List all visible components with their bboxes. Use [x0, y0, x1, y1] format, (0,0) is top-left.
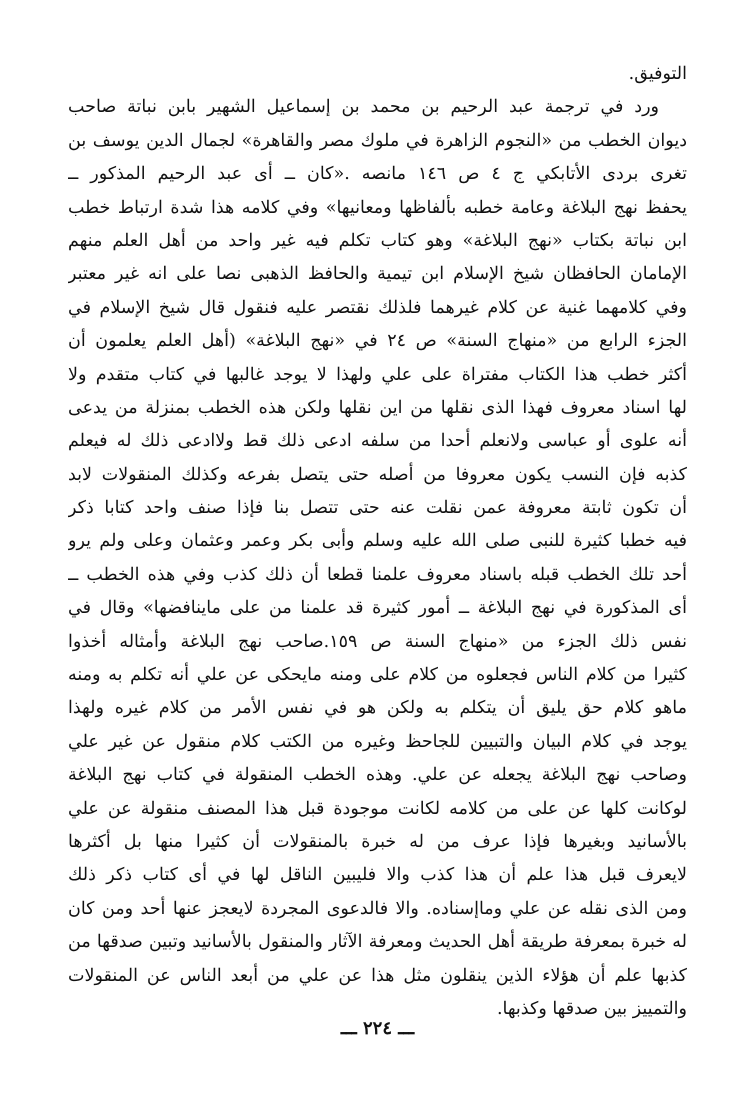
text-line: والتمييز بين صدقها وكذبها. — [496, 998, 687, 1019]
text-line: لوكانت كلها عن على من كلامه لكانت موجودة قبل هذا المصنف منقولة عن علي — [68, 798, 687, 819]
text-line: كذبه فإن النسب يكون معروفا من أصله حتى يتصل بفرعه وكذلك المنقولات لابد — [68, 464, 687, 485]
text-line: كذبها علم أن هؤلاء الذين ينقلون مثل هذا عن علي من أبعد الناس عن المنقولات — [68, 965, 687, 986]
text-line: وفي كلامهما غنية عن كلام غيرهما فلذلك نقتصر عليه فنقول قال شيخ الإسلام في — [68, 297, 687, 318]
text-line: يحفظ نهج البلاغة وعامة خطبه بألفاظها ومعانيها» وفي كلامه هذا شدة ارتباط خطب — [68, 197, 687, 218]
text-line: ومن الذى نقله عن علي وماإسناده. والا فالدعوى المجردة لايعجز عنها أحد ومن كان — [68, 898, 687, 919]
text-line: أى المذكورة في نهج البلاغة ــ أمور كثيرة قد علمنا من على ماينافضها» وقال في — [68, 598, 687, 619]
text-line: وصاحب نهج البلاغة يجعله عن علي. وهذه الخطب المنقولة في كتاب نهج البلاغة — [68, 765, 687, 786]
text-line: لها اسناد معروف فهذا الذى نقلها من اين نقلها ولكن هذه الخطب بمنزلة من يدعى — [68, 397, 687, 418]
text-line: أكثر خطب هذا الكتاب مفتراة على علي ولهذا لا يوجد غالبها في كتاب متقدم ولا — [68, 364, 687, 385]
text-line: أحد تلك الخطب قبله باسناد معروف علمنا قطعا أن ذلك كذب وفي هذه الخطب ــ — [68, 564, 687, 585]
text-line: ديوان الخطب من «النجوم الزاهرة في ملوك مصر والقاهرة» لجمال الدين يوسف بن — [68, 130, 687, 151]
text-line: كثيرا من كلام الناس فجعلوه من كلام على ومنه مايحكى عن علي أنه تكلم به ومنه — [68, 665, 687, 686]
text-line: يوجد في كلام البيان والتبيين للجاحظ وغيره من الكتب كلام منقول عن غير علي — [68, 731, 687, 752]
text-line: أنه علوى أو عباسى ولانعلم أحدا من سلفه ادعى ذلك قط ولاادعى ذلك له فيعلم — [68, 431, 687, 452]
text-line: له خبرة بمعرفة طريقة أهل الحديث ومعرفة الآثار والمنقول بالأسانيد وتبين صدقها من — [68, 932, 687, 953]
text-line: تغرى بردى الأتابكي ج ٤ ص ١٤٦ مانصه .«كان ــ أى عبد الرحيم المذكور ــ — [68, 164, 687, 185]
text-line: ورد في ترجمة عبد الرحيم بن محمد بن إسماعيل الشهير بابن نباتة صاحب — [68, 97, 659, 118]
text-line: الجزء الرابع من «منهاج السنة» ص ٢٤ في «نهج البلاغة» (أهل العلم يعلمون أن — [68, 331, 687, 352]
text-line: فيه خطبا كثيرة للنبى صلى الله عليه وسلم وأبى بكر وعمر وعثمان وعلى ولم يرو — [68, 531, 687, 552]
page-number: ـــ ٢٢٤ ـــ — [340, 1018, 415, 1039]
text-line: بالأسانيد وبغيرها فإذا عرف من له خبرة بالمنقولات أن كثيرا منها بل أكثرها — [68, 831, 687, 852]
text-line: لايعرف قبل هذا علم أن هذا كذب والا فليبين الناقل لها في أى كتاب ذكر ذلك — [68, 865, 687, 886]
text-block — [68, 58, 687, 1026]
text-line: نفس ذلك الجزء من «منهاج السنة ص ١٥٩.صاحب نهج البلاغة وأمثاله أخذوا — [68, 631, 687, 652]
text-line: الإمامان الحافظان شيخ الإسلام ابن تيمية والحافظ الذهبى نصا على انه غير معتبر — [68, 264, 687, 285]
text-line: ماهو كلام حق يليق أن يتكلم به ولكن هو في نفس الأمر من كلام غيره ولهذا — [68, 698, 687, 719]
text-line: ابن نباتة بكتاب «نهج البلاغة» وهو كتاب تكلم فيه غير واحد من أهل العلم منهم — [68, 230, 687, 251]
text-line: أن تكون ثابتة معروفة عمن نقلت عنه حتى تتصل بنا فإذا صنف واحد كتابا ذكر — [68, 498, 687, 519]
text-line: التوفيق. — [628, 64, 687, 84]
